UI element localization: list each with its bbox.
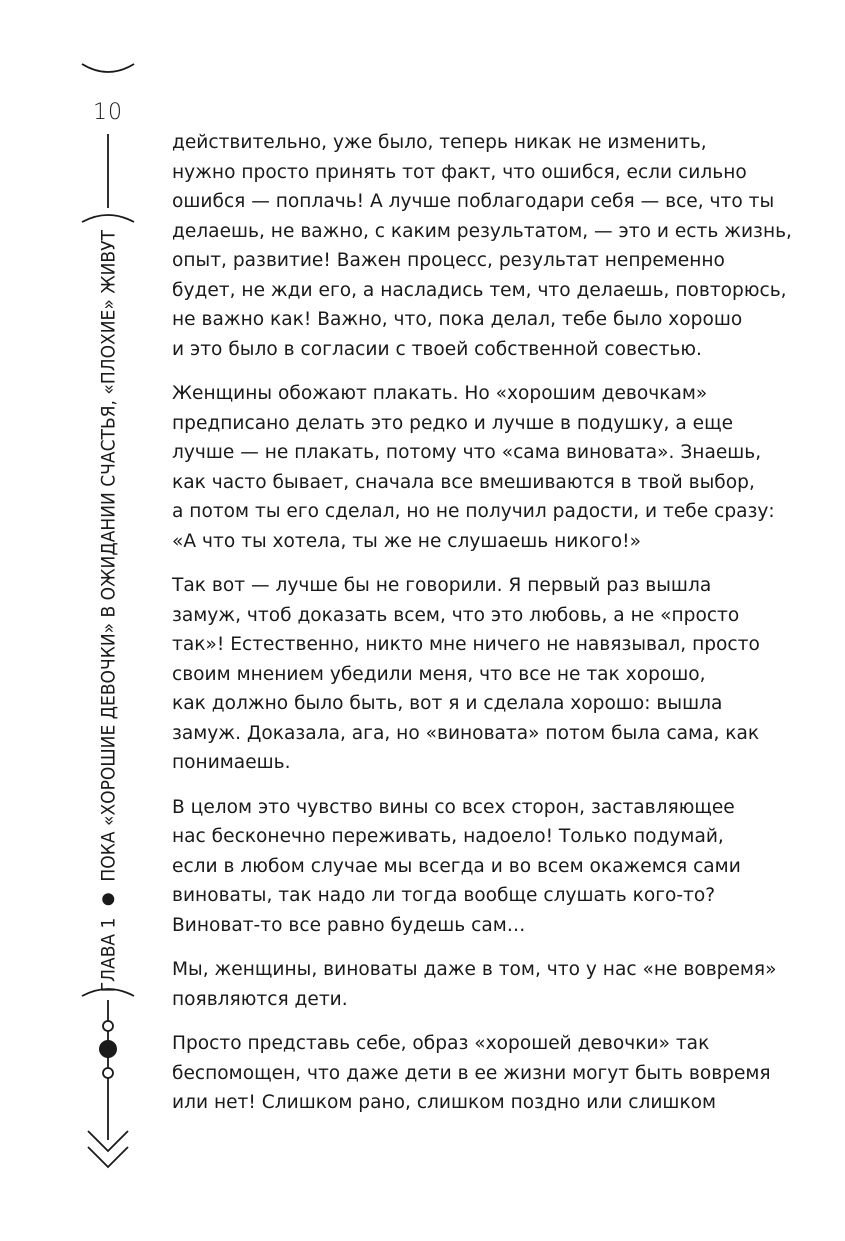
- paragraph: [172, 955, 777, 1014]
- text-line: или нет! Слишком рано, слишком поздно или слишком: [172, 1092, 717, 1113]
- text-line: замуж, чтоб доказать всем, что это любовь, а не «просто: [172, 604, 740, 626]
- text-line: делаешь, не важно, с каким результатом, — это и есть жизнь,: [172, 220, 792, 242]
- text-line: не важно как! Важно, что, пока делал, тебе было хорошо: [172, 309, 743, 330]
- book-title: ПОКА «ХОРОШИЕ ДЕВОЧКИ» В ОЖИДАНИИ СЧАСТЬЯ, «ПЛОХИЕ» ЖИВУТ: [97, 230, 119, 882]
- text-line: ошибся — поплачь! А лучше поблагодари себя — все, что ты: [172, 191, 775, 212]
- text-line: В целом это чувство вины со всех сторон, заставляющее: [172, 796, 735, 818]
- text-line: виноваты, так надо ли тогда вообще слушать кого-то?: [172, 885, 716, 906]
- text-line: Так вот — лучше бы не говорили. Я первый раз вышла: [172, 575, 712, 596]
- bracket-header-top: [82, 215, 134, 222]
- ring-marker-lower: [103, 1068, 113, 1078]
- text-line: беспомощен, что даже дети в ее жизни могут быть вовремя: [172, 1062, 771, 1084]
- text-line: Женщины обожают плакать. Но «хорошим девочкам»: [172, 383, 708, 404]
- text-line: Виноват-то все равно будешь сам…: [172, 914, 526, 936]
- paragraph: [172, 793, 762, 941]
- text-line: «А что ты хотела, ты же не слушаешь никого!»: [172, 530, 641, 552]
- text-line: замуж. Доказала, ага, но «виновата» потом была сама, как: [172, 722, 760, 744]
- filled-dot-marker: [99, 1040, 117, 1058]
- text-line: будет, не жди его, а насладись тем, что делаешь, повторюсь,: [172, 279, 787, 301]
- body-text: [172, 128, 792, 1133]
- paragraph: [172, 128, 792, 364]
- paragraph: [172, 571, 762, 778]
- text-line: действительно, уже было, теперь никак не изменить,: [172, 132, 707, 153]
- text-line: как должно было быть, вот я и сделала хорошо: вышла: [172, 693, 723, 714]
- text-line: так»! Естественно, никто мне ничего не навязывал, просто: [172, 634, 760, 655]
- text-line: нас бесконечно переживать, надоело! Только подумай,: [172, 826, 724, 847]
- text-line: лучше — не плакать, потому что «сама виновата». Знаешь,: [172, 442, 762, 463]
- paragraph: [172, 1029, 771, 1118]
- ring-marker-upper: [103, 1021, 113, 1031]
- text-line: появляются дети.: [172, 988, 348, 1010]
- text-line: а потом ты его сделал, но не получил радости, и тебе сразу:: [172, 501, 775, 522]
- paragraph: [172, 379, 775, 556]
- bracket-top: [82, 64, 134, 72]
- bullet-separator: [102, 894, 114, 906]
- text-line: опыт, развитие! Важен процесс, результат непременно: [172, 250, 725, 271]
- text-line: предписано делать это редко и лучше в подушку, а еще: [172, 412, 734, 434]
- text-line: своим мнением убедили меня, что все не так хорошо,: [172, 663, 706, 685]
- page-number: 10: [93, 100, 123, 125]
- chapter-label: ГЛАВА 1: [97, 917, 119, 993]
- chevron-down-icon-2: [88, 1147, 128, 1167]
- chevron-down-icon: [88, 1131, 128, 1151]
- text-line: нужно просто принять тот факт, что ошибся, если сильно: [172, 161, 747, 183]
- text-line: как часто бывает, сначала все вмешиваются в твой выбор,: [172, 471, 755, 493]
- text-line: понимаешь.: [172, 752, 291, 773]
- text-line: Просто представь себе, образ «хорошей девочки» так: [172, 1033, 710, 1054]
- text-line: и это было в согласии с твоей собственной совестью.: [172, 338, 702, 360]
- text-line: Мы, женщины, виноваты даже в том, что у нас «не вовремя»: [172, 959, 777, 980]
- text-line: если в любом случае мы всегда и во всем окажемся сами: [172, 855, 741, 877]
